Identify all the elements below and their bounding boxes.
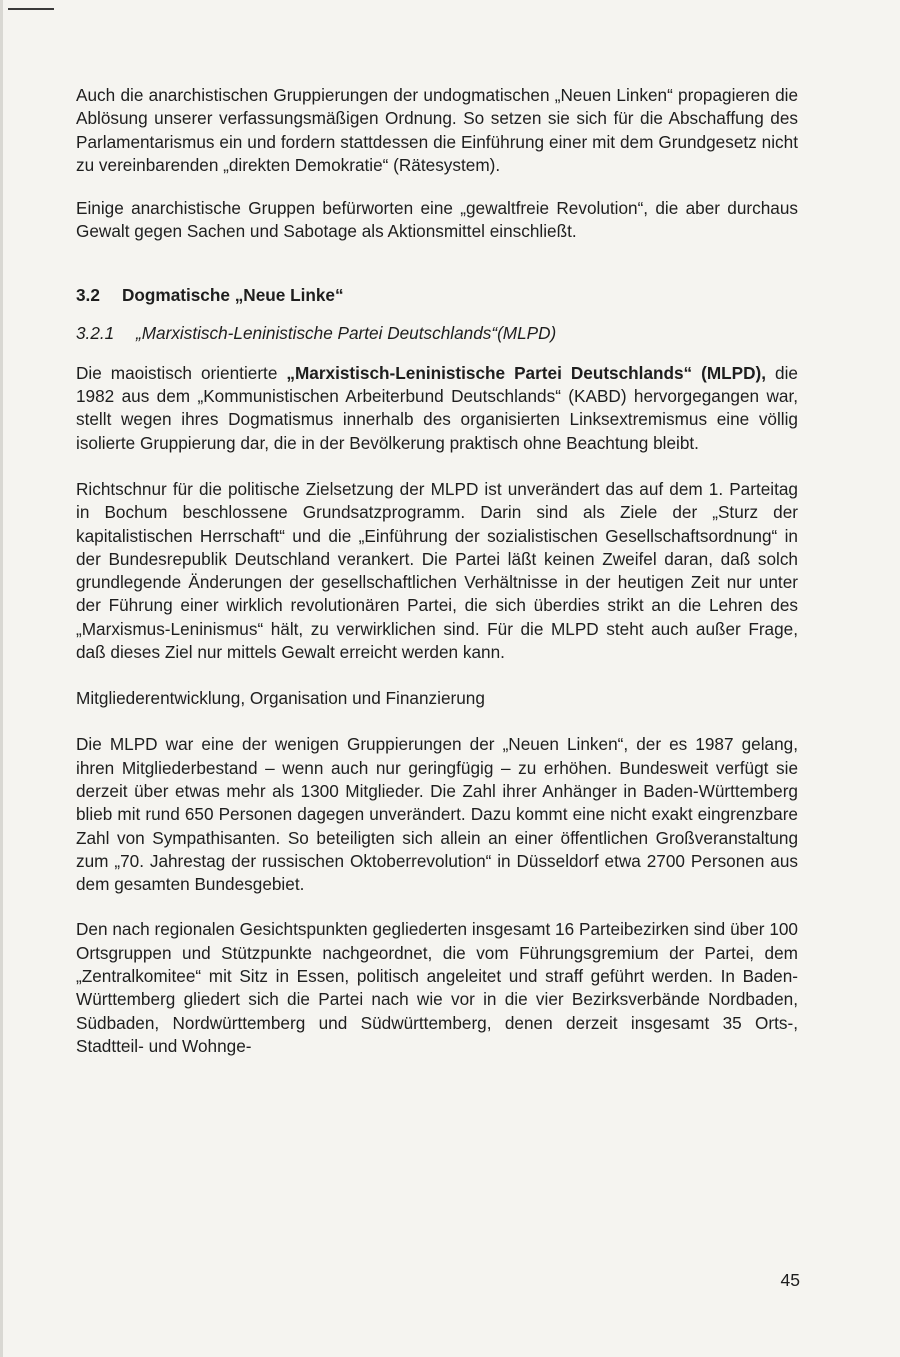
page-number: 45: [780, 1270, 800, 1290]
section-heading-3-2: [76, 284, 798, 307]
subsection-number: 3.2.1: [76, 322, 115, 343]
paragraph-nonviolent-revolution: Einige anarchistische Gruppen befürworten eine „gewaltfreie Revolution“, die aber durchaus Gewalt gegen Sachen und Sabotage als Aktionsmittel einschließt.: [76, 198, 798, 242]
party-name-bold: „Marxistisch-Leninistische Partei Deutschlands“ (MLPD),: [286, 362, 767, 383]
page-content: [76, 84, 798, 1058]
topic-heading: Mitgliederentwicklung, Organisation und Finanzierung: [76, 688, 485, 709]
paragraph-text: Die maoistisch orientierte: [76, 362, 287, 383]
section-title: Dogmatische „Neue Linke“: [122, 284, 344, 305]
paragraph-anarchist-groups: Auch die anarchistischen Gruppierungen der undogmatischen „Neuen Linken“ propagieren die Ablösung unserer verfassungsmäßigen Ordnung. So setzen sie sich für die Abschaffung des Parlamentarismus ein und fordern stattdessen die Einführung einer mit dem Grundgesetz nicht zu vereinbarenden „direkten Demokratie“ (Rätesystem).: [76, 85, 798, 175]
subsection-title: „Marxistisch-Leninistische Partei Deutschlands“(MLPD): [136, 322, 557, 343]
paragraph-mlpd-intro: [76, 362, 798, 455]
subsection-heading-3-2-1: [76, 322, 798, 345]
scan-edge: [0, 0, 3, 1357]
paragraph-organisation: Den nach regionalen Gesichtspunkten gegliederten insgesamt 16 Parteibezirken sind über 100 Ortsgruppen und Stützpunkte nachgeordnet, die vom Führungsgremium der Partei, dem „Zentralkomitee“ mit Sitz in Essen, politisch angeleitet und straff geführt werden. In Baden-Württemberg gliedert sich die Partei nach wie vor in die vier Bezirksverbände Nordbaden, Südbaden, Nordwürttemberg und Südwürttemberg, denen derzeit insgesamt 35 Orts-, Stadtteil- und Wohnge-: [76, 919, 798, 1056]
section-number: 3.2: [76, 284, 100, 305]
paragraph-program: Richtschnur für die politische Zielsetzung der MLPD ist unverändert das auf dem 1. Parteitag in Bochum beschlossene Grundsatzprogramm. Darin sind als Ziele der „Sturz der kapitalistischen Herrschaft“ und die „Einführung der sozialistischen Gesellschaftsordnung“ in der Bundesrepublik Deutschland verankert. Die Partei läßt keinen Zweifel daran, daß solch grundlegende Änderungen der gesellschaftlichen Verhältnisse in der heutigen Zeit nur unter der Führung einer wirklich revolutionären Partei, die sich überdies strikt an die Lehren des „Marxismus-Leninismus“ hält, zu verwirklichen sind. Für die MLPD steht auch außer Frage, daß dieses Ziel nur mittels Gewalt erreicht werden kann.: [76, 478, 798, 663]
paragraph-text: die 1982 aus dem „Kommunistischen Arbeiterbund Deutschlands“ (KABD) hervorgegangen war, stellt wegen ihres Dogmatismus innerhalb des organisierten Linksextremismus eine völlig isolierte Gruppierung dar, die in der Bevölkerung praktisch ohne Beachtung bleibt.: [76, 362, 798, 453]
paragraph-membership: Die MLPD war eine der wenigen Gruppierungen der „Neuen Linken“, der es 1987 gelang, ihren Mitgliederbestand – wenn auch nur geringfügig – zu erhöhen. Bundesweit verfügt sie derzeit über etwas mehr als 1300 Mitglieder. Die Zahl ihrer Anhänger in Baden-Württemberg blieb mit rund 650 Personen dagegen unverändert. Dazu kommt eine nicht exakt eingrenzbare Zahl von Sympathisanten. So beteiligten sich allein an einer öffentlichen Großveranstaltung zum „70. Jahrestag der russischen Oktoberrevolution“ in Düsseldorf etwa 2700 Personen aus dem gesamten Bundesgebiet.: [76, 734, 798, 895]
corner-mark: [8, 8, 54, 10]
